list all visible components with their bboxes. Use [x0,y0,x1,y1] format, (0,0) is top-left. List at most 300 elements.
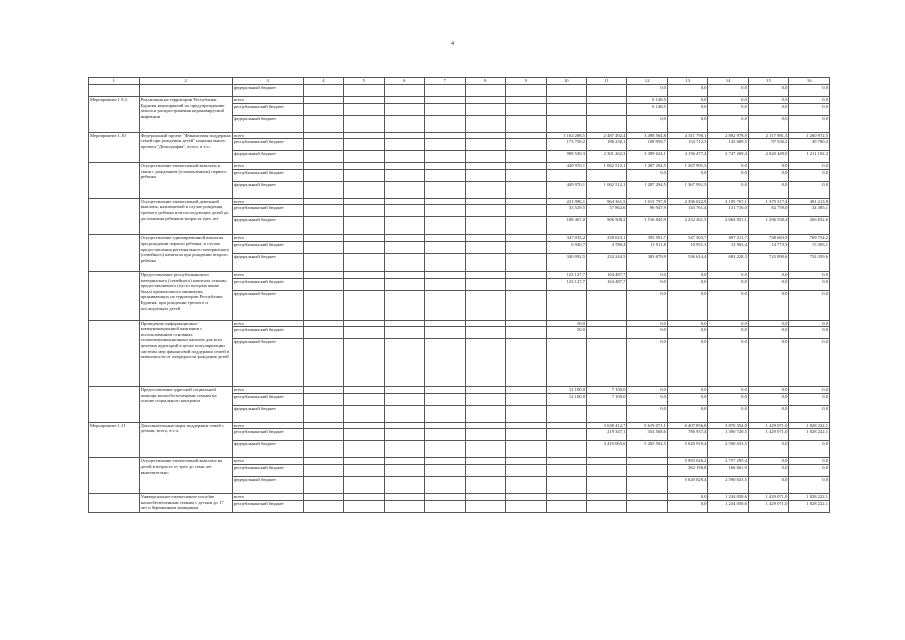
empty-cell-col-4 [303,387,343,394]
empty-cell-col-9 [506,198,546,205]
empty-cell-col-4 [303,327,343,339]
funding-source-cell: всего [232,422,303,429]
value-cell-col-14: 2 590 633,5 [708,476,748,493]
value-cell-col-16: 754 359,6 [789,253,830,271]
value-cell-col-15: 0,0 [748,97,788,104]
empty-cell-col-9 [506,476,546,493]
empty-cell-col-6 [384,327,424,339]
empty-cell-col-9 [506,422,546,429]
value-cell-col-13: 0,0 [667,393,707,405]
empty-cell-col-6 [384,422,424,429]
empty-cell-col-9 [506,327,546,339]
table-row [89,235,830,242]
table-row [89,493,830,500]
empty-cell-col-6 [384,169,424,181]
empty-cell-col-8 [465,115,505,132]
value-cell-col-16: 0,0 [789,327,830,339]
empty-cell-col-7 [425,458,465,465]
value-cell-col-10: 50,0 [546,320,586,327]
value-cell-col-12: 0,0 [627,387,667,394]
value-cell-col-13: 547 563,7 [667,235,707,242]
value-cell-col-12: 0,0 [627,327,667,339]
empty-cell-col-7 [425,97,465,104]
value-cell-col-14: 683 228,3 [708,253,748,271]
empty-cell-col-6 [384,235,424,242]
value-cell-col-16: 0,0 [789,271,830,278]
funding-source-cell: всего [232,320,303,327]
value-cell-col-13: 10 951,3 [667,241,707,253]
empty-cell-col-6 [384,387,424,394]
value-cell-col-14: 1 234 058,6 [708,493,748,500]
measure-name-cell: Федеральный проект "Финансовая поддержка семей при рождении детей" национального проекта "Демография", всего, в т.ч.: [139,132,232,163]
column-number-9: 9 [506,78,546,85]
measure-code-cell [89,458,140,494]
empty-cell-col-7 [425,476,465,493]
empty-cell-col-9 [506,500,546,512]
value-cell-col-15: 1 429 071,0 [748,429,788,441]
value-cell-col-12: 1 287 294,5 [627,163,667,170]
empty-cell-col-7 [425,422,465,429]
value-cell-col-10 [546,441,586,458]
funding-source-cell: федеральный бюджет [232,181,303,198]
empty-cell-col-6 [384,429,424,441]
value-cell-col-12: 354 568,6 [627,429,667,441]
value-cell-col-11 [586,290,626,320]
value-cell-col-14: 1 234 058,6 [708,500,748,512]
funding-source-cell: республиканский бюджет [232,464,303,476]
empty-cell-col-6 [384,198,424,205]
column-number-4: 4 [303,78,343,85]
empty-cell-col-7 [425,198,465,205]
measure-code-cell [89,85,140,97]
measure-name-cell: Универсальное ежемесячное пособие малообеспеченным семьям с детьми до 17 лет и беременным женщинам [139,493,232,512]
value-cell-col-13: 0,0 [667,387,707,394]
value-cell-col-12: 0,0 [627,115,667,132]
value-cell-col-10: 50,0 [546,327,586,339]
empty-cell-col-9 [506,103,546,115]
value-cell-col-14: 0,0 [708,103,748,115]
empty-cell-col-6 [384,271,424,278]
value-cell-col-15: 0,0 [748,103,788,115]
value-cell-col-14: 13 963,4 [708,241,748,253]
table-row [89,198,830,205]
empty-cell-col-7 [425,163,465,170]
value-cell-col-11 [586,169,626,181]
empty-cell-col-6 [384,464,424,476]
empty-cell-col-8 [465,271,505,278]
empty-cell-col-4 [303,271,343,278]
empty-cell-col-4 [303,493,343,500]
empty-cell-col-5 [344,103,384,115]
empty-cell-col-4 [303,132,343,139]
funding-source-cell: всего [232,271,303,278]
column-number-11: 11 [586,78,626,85]
value-cell-col-13: 786 937,4 [667,429,707,441]
empty-cell-col-4 [303,115,343,132]
empty-cell-col-5 [344,253,384,271]
empty-cell-col-6 [384,320,424,327]
measure-code-cell [89,198,140,235]
value-cell-col-15: 0,0 [748,327,788,339]
value-cell-col-12: 11 911,8 [627,241,667,253]
value-cell-col-13: 154 712,3 [667,139,707,151]
measure-name-cell: Осуществление ежемесячной выплаты на детей в возрасте от трех до семи лет включительно [139,458,232,494]
value-cell-col-10 [546,115,586,132]
value-cell-col-11 [586,85,626,97]
value-cell-col-15: 0,0 [748,181,788,198]
empty-cell-col-5 [344,132,384,139]
value-cell-col-12: 96 947,9 [627,205,667,217]
empty-cell-col-6 [384,278,424,290]
empty-cell-col-6 [384,85,424,97]
empty-cell-col-4 [303,405,343,422]
value-cell-col-15: 0,0 [748,464,788,476]
funding-source-cell: всего [232,235,303,242]
value-cell-col-14: 0,0 [708,339,748,387]
empty-cell-col-4 [303,103,343,115]
empty-cell-col-5 [344,500,384,512]
value-cell-col-13: 0,0 [667,103,707,115]
value-cell-col-16: 1 828 222,1 [789,493,830,500]
empty-cell-col-6 [384,132,424,139]
value-cell-col-15: 0,0 [748,405,788,422]
empty-cell-col-4 [303,181,343,198]
empty-cell-col-9 [506,217,546,235]
value-cell-col-13: 536 614,4 [667,253,707,271]
empty-cell-col-5 [344,422,384,429]
page-number: 4 [451,41,454,47]
value-cell-col-14: 0,0 [708,85,748,97]
value-cell-col-15: 0,0 [748,290,788,320]
empty-cell-col-5 [344,241,384,253]
value-cell-col-12: 0,0 [627,290,667,320]
value-cell-col-13: 0,0 [667,320,707,327]
measure-name-cell: Осуществление ежемесячной денежной выплаты, назначаемой в случае рождения третьего ребенка или последующих детей до достижения ребенком возраста трех лет [139,198,232,235]
empty-cell-col-5 [344,387,384,394]
value-cell-col-16: 456 832,6 [789,217,830,235]
empty-cell-col-9 [506,387,546,394]
value-cell-col-16: 49 780,3 [789,139,830,151]
value-cell-col-10 [546,458,586,465]
empty-cell-col-6 [384,115,424,132]
value-cell-col-11: 2 301 262,3 [586,151,626,163]
value-cell-col-10: 1 162 288,5 [546,132,586,139]
value-cell-col-14: 3 870 354,0 [708,422,748,429]
measure-code-cell [89,271,140,320]
empty-cell-col-5 [344,151,384,163]
empty-cell-col-5 [344,169,384,181]
empty-cell-col-7 [425,405,465,422]
empty-cell-col-8 [465,441,505,458]
value-cell-col-16: 1 260 972,5 [789,132,830,139]
value-cell-col-16: 1 828 222,1 [789,429,830,441]
value-cell-col-11: 906 508,2 [586,217,626,235]
empty-cell-col-4 [303,429,343,441]
empty-cell-col-7 [425,441,465,458]
empty-cell-col-4 [303,500,343,512]
value-cell-col-12 [627,464,667,476]
empty-cell-col-8 [465,97,505,104]
value-cell-col-13: 362 196,8 [667,464,707,476]
value-cell-col-14: 0,0 [708,97,748,104]
value-cell-col-10 [546,339,586,387]
funding-source-cell: всего [232,493,303,500]
funding-source-cell: республиканский бюджет [232,429,303,441]
column-number-14: 14 [708,78,748,85]
column-number-13: 13 [667,78,707,85]
value-cell-col-16: 1 828 222,1 [789,422,830,429]
value-cell-col-10: 188 467,0 [546,217,586,235]
value-cell-col-12: 6 148,5 [627,97,667,104]
value-cell-col-12: 0,0 [627,169,667,181]
empty-cell-col-7 [425,217,465,235]
measure-name-cell: Предоставление республиканского материнского (семейного) капитала семьям, предоставляемого (пусто которых выше была) прожиточного минимума, проживающих на территории Республики Бурятия, при рождении третьего и последующих детей [139,271,232,320]
table-row [89,422,830,429]
empty-cell-col-8 [465,327,505,339]
value-cell-col-10 [546,405,586,422]
empty-cell-col-5 [344,163,384,170]
funding-source-cell: федеральный бюджет [232,253,303,271]
value-cell-col-11 [586,103,626,115]
value-cell-col-11: 2 487 492,4 [586,132,626,139]
funding-source-cell: федеральный бюджет [232,441,303,458]
empty-cell-col-9 [506,115,546,132]
empty-cell-col-8 [465,290,505,320]
value-cell-col-15: 0,0 [748,393,788,405]
funding-source-cell: всего [232,458,303,465]
funding-source-cell: всего [232,163,303,170]
value-cell-col-16: 0,0 [789,464,830,476]
empty-cell-col-6 [384,139,424,151]
value-cell-col-10 [546,85,586,97]
value-cell-col-16: 0,0 [789,405,830,422]
empty-cell-col-4 [303,97,343,104]
empty-cell-col-8 [465,132,505,139]
value-cell-col-15: 723 890,6 [748,253,788,271]
empty-cell-col-9 [506,429,546,441]
empty-cell-col-8 [465,458,505,465]
value-cell-col-12: 5 265 502,5 [627,441,667,458]
empty-cell-col-7 [425,151,465,163]
empty-cell-col-8 [465,500,505,512]
value-cell-col-11: 239 023,1 [586,235,626,242]
empty-cell-col-8 [465,163,505,170]
empty-cell-col-9 [506,169,546,181]
value-cell-col-16: 15 395,1 [789,241,830,253]
value-cell-col-15: 82 759,0 [748,205,788,217]
value-cell-col-16: 1 211 192,2 [789,151,830,163]
value-cell-col-16: 1 828 222,1 [789,500,830,512]
value-cell-col-13: 0,0 [667,169,707,181]
empty-cell-col-8 [465,85,505,97]
funding-source-cell: всего [232,198,303,205]
value-cell-col-16: 0,0 [789,290,830,320]
funding-source-cell: республиканский бюджет [232,327,303,339]
value-cell-col-14: 697 211,7 [708,235,748,242]
value-cell-col-10: 6 940,7 [546,241,586,253]
value-cell-col-12 [627,493,667,500]
value-cell-col-13: 0,0 [667,339,707,387]
value-cell-col-13: 0,0 [667,327,707,339]
empty-cell-col-8 [465,387,505,394]
empty-cell-col-7 [425,169,465,181]
empty-cell-col-6 [384,181,424,198]
empty-cell-col-4 [303,151,343,163]
empty-cell-col-4 [303,339,343,387]
value-cell-col-11: 1 062 512,1 [586,163,626,170]
value-cell-col-15: 1 296 558,4 [748,217,788,235]
value-cell-col-11: 164 487,7 [586,278,626,290]
empty-cell-col-9 [506,393,546,405]
value-cell-col-15: 2 117 981,3 [748,132,788,139]
column-number-8: 8 [465,78,505,85]
value-cell-col-13: 0,0 [667,97,707,104]
value-cell-col-14: 0,0 [708,278,748,290]
empty-cell-col-6 [384,103,424,115]
value-cell-col-14: 0,0 [708,393,748,405]
empty-cell-col-8 [465,253,505,271]
value-cell-col-12: 0,0 [627,85,667,97]
table-row [89,163,830,170]
empty-cell-col-4 [303,253,343,271]
value-cell-col-16: 0,0 [789,441,830,458]
value-cell-col-10 [546,429,586,441]
empty-cell-col-5 [344,97,384,104]
empty-cell-col-8 [465,429,505,441]
value-cell-col-10 [546,500,586,512]
empty-cell-col-7 [425,241,465,253]
value-cell-col-12: 0,0 [627,320,667,327]
empty-cell-col-4 [303,422,343,429]
table-row [89,85,830,97]
empty-cell-col-9 [506,139,546,151]
value-cell-col-12: 3 389 624,1 [627,151,667,163]
value-cell-col-16: 0,0 [789,97,830,104]
funding-source-cell: всего [232,132,303,139]
empty-cell-col-4 [303,139,343,151]
funding-source-cell: федеральный бюджет [232,405,303,422]
column-number-5: 5 [344,78,384,85]
value-cell-col-12: 1 287 294,5 [627,181,667,198]
column-number-15: 15 [748,78,788,85]
empty-cell-col-8 [465,151,505,163]
value-cell-col-14: 2 892 978,9 [708,132,748,139]
empty-cell-col-5 [344,493,384,500]
value-cell-col-15: 0,0 [748,163,788,170]
value-cell-col-14: 0,0 [708,181,748,198]
table-header-row [89,78,830,85]
empty-cell-col-6 [384,441,424,458]
funding-source-cell: федеральный бюджет [232,339,303,387]
empty-cell-col-6 [384,500,424,512]
value-cell-col-11 [586,339,626,387]
empty-cell-col-4 [303,85,343,97]
value-cell-col-13: 4 311 790,1 [667,132,707,139]
value-cell-col-13: 0,0 [667,85,707,97]
budget-table-container [88,77,830,513]
empty-cell-col-4 [303,441,343,458]
value-cell-col-16: 0,0 [789,103,830,115]
empty-cell-col-6 [384,97,424,104]
empty-cell-col-5 [344,198,384,205]
funding-source-cell: федеральный бюджет [232,115,303,132]
empty-cell-col-9 [506,97,546,104]
value-cell-col-11: 164 487,7 [586,271,626,278]
column-number-1: 1 [89,78,140,85]
funding-source-cell: всего [232,387,303,394]
empty-cell-col-9 [506,405,546,422]
column-number-3: 3 [232,78,303,85]
empty-cell-col-6 [384,476,424,493]
empty-cell-col-7 [425,139,465,151]
value-cell-col-11: 7 100,0 [586,387,626,394]
value-cell-col-10: 449 970,1 [546,163,586,170]
funding-source-cell: федеральный бюджет [232,476,303,493]
value-cell-col-15: 2 020 449,0 [748,151,788,163]
value-cell-col-16: 0,0 [789,115,830,132]
funding-source-cell: республиканский бюджет [232,205,303,217]
value-cell-col-13: 5 983 026,2 [667,458,707,465]
empty-cell-col-5 [344,429,384,441]
value-cell-col-15: 0,0 [748,85,788,97]
value-cell-col-10: 123 127,7 [546,271,586,278]
value-cell-col-13: 5 620 829,4 [667,476,707,493]
value-cell-col-10: 998 530,3 [546,151,586,163]
value-cell-col-16: 769 754,2 [789,235,830,242]
empty-cell-col-7 [425,387,465,394]
table-row [89,132,830,139]
empty-cell-col-7 [425,290,465,320]
funding-source-cell: республиканский бюджет [232,278,303,290]
empty-cell-col-7 [425,132,465,139]
empty-cell-col-5 [344,476,384,493]
measure-name-cell: Предоставление адресной социальной помощи малообеспеченным семьям на основе социального контракта [139,387,232,423]
empty-cell-col-9 [506,320,546,327]
funding-source-cell: всего [232,97,303,104]
empty-cell-col-5 [344,393,384,405]
value-cell-col-10 [546,422,586,429]
value-cell-col-16: 0,0 [789,458,830,465]
value-cell-col-15: 0,0 [748,387,788,394]
measure-code-cell [89,320,140,387]
measure-name-cell: Дополнительные меры поддержки семей с детьми, всего, в т.ч. [139,422,232,458]
empty-cell-col-5 [344,327,384,339]
value-cell-col-15: 0,0 [748,339,788,387]
value-cell-col-16: 0,0 [789,320,830,327]
value-cell-col-15: 97 530,2 [748,139,788,151]
measure-code-cell [89,235,140,272]
value-cell-col-10 [546,290,586,320]
value-cell-col-12: 0,0 [627,393,667,405]
value-cell-col-11: 964 361,5 [586,198,626,205]
empty-cell-col-4 [303,393,343,405]
value-cell-col-13: 2 396 022,9 [667,198,707,205]
value-cell-col-13: 1 367 991,5 [667,181,707,198]
empty-cell-col-7 [425,339,465,387]
empty-cell-col-6 [384,290,424,320]
column-number-10: 10 [546,78,586,85]
value-cell-col-15: 14 773,3 [748,241,788,253]
empty-cell-col-4 [303,476,343,493]
funding-source-cell: республиканский бюджет [232,103,303,115]
value-cell-col-11: 57 862,6 [586,205,626,217]
value-cell-col-15: 0,0 [748,476,788,493]
empty-cell-col-9 [506,151,546,163]
empty-cell-col-5 [344,139,384,151]
empty-cell-col-6 [384,217,424,235]
empty-cell-col-8 [465,339,505,387]
value-cell-col-16: 0,0 [789,387,830,394]
